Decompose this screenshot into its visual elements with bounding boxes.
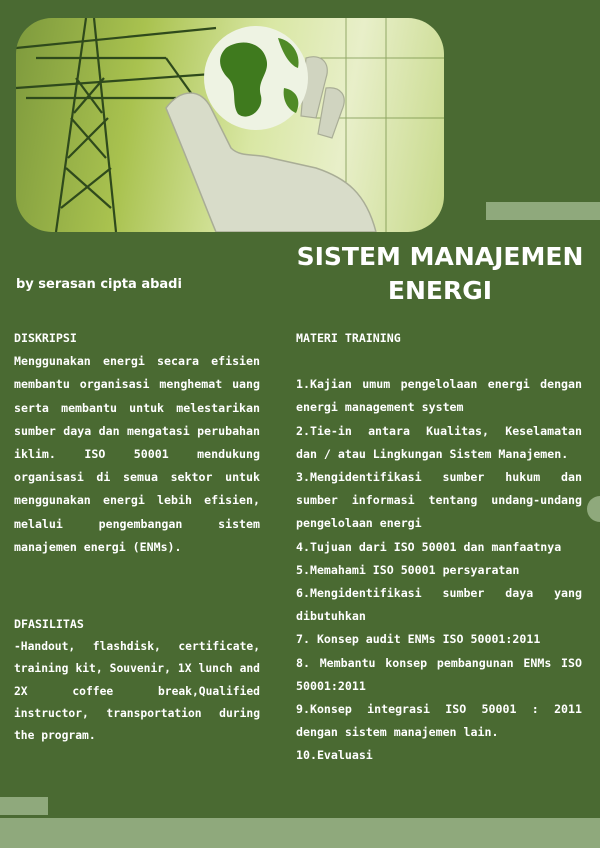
decorative-circle [587,496,600,522]
materi-heading: MATERI TRAINING [296,331,401,345]
list-item: 3.Mengidentifikasi sumber hukum dan sumber informasi tentang undang-undang pengelolaan energi [296,470,582,531]
byline: by serasan cipta abadi [16,277,182,292]
list-item: 9.Konsep integrasi ISO 50001 : 2011 dengan sistem manajemen lain. [296,702,582,740]
hero-illustration [16,18,444,232]
list-item: 1.Kajian umum pengelolaan energi dengan energi management system [296,377,582,415]
list-item: 2.Tie-in antara Kualitas, Keselamatan dan / atau Lingkungan Sistem Manajemen. [296,423,582,461]
right-column [296,327,582,768]
fasilitas-body: -Handout, flashdisk, certificate, training kit, Souvenir, 1X lunch and 2X coffee break,Qualified instructor, transportation during the program. [14,640,260,743]
list-item: 10.Evaluasi [296,748,373,763]
list-item: 4.Tujuan dari ISO 50001 dan manfaatnya [296,539,562,554]
hero-image [16,18,444,232]
list-item: 8. Membantu konsep pembangunan ENMs ISO 50001:2011 [296,655,582,693]
fasilitas-section [14,613,260,747]
accent-bar-bottom [0,797,48,815]
list-item: 7. Konsep audit ENMs ISO 50001:2011 [296,632,541,647]
title-line-1: SISTEM MANAJEMEN [296,242,584,271]
list-item: 6.Mengidentifikasi sumber daya yang dibutuhkan [296,586,582,624]
bottom-band [0,818,600,848]
list-item: 5.Memahami ISO 50001 persyaratan [296,562,520,577]
page-title [280,240,600,308]
deskripsi-body: Menggunakan energi secara efisien membantu organisasi menghemat uang serta membantu untuk melestarikan sumber daya dan mengatasi perubahan iklim. ISO 50001 mendukung organisasi di semua sektor untuk menggunakan energi lebih efisien, melalui pengembangan sistem manajemen energi (ENMs). [14,354,260,554]
deskripsi-heading: DISKRIPSI [14,331,77,345]
accent-bar [486,202,600,220]
left-column [14,327,260,747]
title-line-2: ENERGI [387,276,493,305]
fasilitas-heading: DFASILITAS [14,617,84,632]
materi-list [296,373,582,767]
